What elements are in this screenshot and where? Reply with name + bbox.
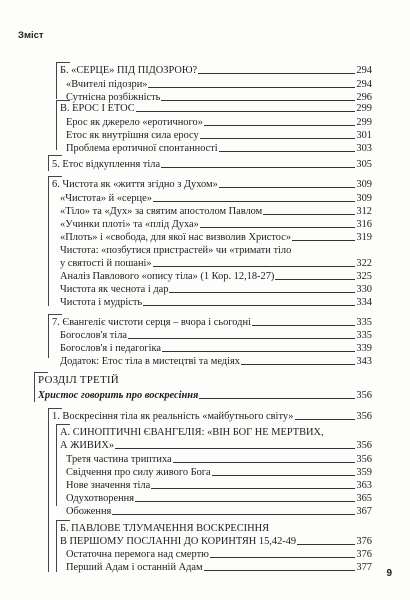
toc-entry-heading[interactable] — [52, 316, 372, 329]
toc-entry[interactable] — [60, 296, 372, 309]
toc-entry[interactable] — [66, 548, 372, 561]
entry-title: Перший Адам і останній Адам — [66, 562, 203, 573]
section-box-1a-top — [56, 424, 70, 425]
entry-title: Б. «СЕРЦЕ» ПІД ПІДОЗРОЮ? — [60, 65, 198, 76]
entry-title: Ерос як джерело «еротичного» — [66, 117, 203, 128]
section-box-5-top — [48, 155, 62, 156]
entry-page: 365 — [356, 493, 372, 504]
entry-page: 367 — [356, 506, 372, 517]
entry-title: В. ЕРОС І ЕТОС — [60, 103, 135, 114]
section-box-v — [56, 100, 57, 150]
toc-entry[interactable] — [60, 342, 372, 355]
entry-page: 376 — [356, 536, 372, 547]
entry-page: 319 — [356, 232, 372, 243]
entry-page: 330 — [356, 284, 372, 295]
toc-entry[interactable] — [66, 78, 372, 91]
entry-title: «Плоть» і «свобода, для якої нас визволив Христос» — [60, 232, 292, 243]
entry-page: 343 — [356, 356, 372, 367]
part-title: РОЗДІЛ ТРЕТІЙ — [38, 374, 119, 386]
entry-page: 335 — [356, 317, 372, 328]
section-box-1a — [56, 424, 57, 506]
entry-page: 356 — [356, 390, 372, 401]
entry-title: у святості й пошані» — [60, 258, 152, 269]
toc-entry-heading[interactable] — [52, 178, 372, 191]
entry-title: «Тіло» та «Дух» за святим апостолом Павлом — [60, 206, 263, 217]
section-box-part3 — [34, 372, 35, 402]
entry-title: Додаток: Етос тіла в мистецтві та медіях — [60, 356, 240, 367]
entry-title: Аналіз Павлового «опису тіла» (1 Кор. 12,18-27) — [60, 271, 275, 282]
section-box-part3-top — [34, 372, 48, 373]
section-box-b-top — [56, 62, 70, 63]
entry-page: 309 — [356, 179, 372, 190]
entry-title: Чистота як чеснота і дар — [60, 284, 169, 295]
page-number: 9 — [386, 568, 392, 579]
entry-page: 363 — [356, 480, 372, 491]
entry-page: 334 — [356, 297, 372, 308]
entry-page: 294 — [356, 65, 372, 76]
entry-page: 377 — [356, 562, 372, 573]
entry-title: Чистота і мудрість — [60, 297, 143, 308]
entry-page: 356 — [356, 440, 372, 451]
entry-page: 322 — [356, 258, 372, 269]
toc-entry[interactable] — [66, 116, 372, 129]
entry-title: А. СИНОПТИЧНІ ЄВАНГЕЛІЯ: «ВІН БОГ НЕ МЕРТВИХ, — [60, 427, 324, 438]
section-box-1-top — [48, 408, 62, 409]
entry-title: В ПЕРШОМУ ПОСЛАННІ ДО КОРИНТЯН 15,42-49 — [60, 536, 297, 547]
toc-entry[interactable] — [60, 192, 372, 205]
toc-entry[interactable] — [66, 453, 372, 466]
toc-entry-line1[interactable] — [60, 244, 372, 257]
entry-title: Чистота: «позбутися пристрастей» чи «тримати тіло — [60, 245, 292, 256]
toc-entry[interactable] — [60, 218, 372, 231]
entry-page: 359 — [356, 467, 372, 478]
entry-title: Проблема еротичної спонтанності — [66, 143, 218, 154]
running-header: Зміст — [18, 30, 44, 41]
section-box-1 — [48, 408, 49, 572]
entry-title: Богослов'я і педагогіка — [60, 343, 162, 354]
toc-entry-line1[interactable] — [60, 522, 372, 535]
toc-entry-heading[interactable] — [60, 102, 372, 115]
section-box-5 — [48, 155, 49, 171]
part-subtitle[interactable] — [38, 389, 372, 402]
entry-page: 376 — [356, 549, 372, 560]
toc-entry-heading[interactable] — [52, 410, 372, 423]
toc-entry[interactable] — [66, 466, 372, 479]
entry-page: 296 — [356, 92, 372, 103]
toc-entry-line1[interactable] — [60, 426, 372, 439]
toc-entry[interactable] — [60, 355, 372, 368]
section-box-b — [56, 62, 57, 99]
entry-page: 335 — [356, 330, 372, 341]
toc-entry[interactable] — [66, 479, 372, 492]
toc-entry[interactable] — [60, 270, 372, 283]
toc-entry-line2[interactable] — [60, 257, 372, 270]
entry-page: 339 — [356, 343, 372, 354]
entry-page: 325 — [356, 271, 372, 282]
entry-title: «Вчителі підозри» — [66, 79, 148, 90]
toc-entry[interactable] — [66, 129, 372, 142]
entry-title: Етос як внутрішня сила еросу — [66, 130, 199, 141]
entry-page: 316 — [356, 219, 372, 230]
entry-title: 7. Євангеліє чистоти серця – вчора і сьогодні — [52, 317, 251, 328]
section-box-6 — [48, 176, 49, 306]
entry-title: Обоження — [66, 506, 112, 517]
entry-page: 299 — [356, 103, 372, 114]
entry-title: Сутнісна розбіжність — [66, 92, 161, 103]
toc-entry[interactable] — [66, 142, 372, 155]
entry-page: 299 — [356, 117, 372, 128]
toc-entry[interactable] — [60, 231, 372, 244]
toc-entry-line2[interactable] — [60, 439, 372, 452]
entry-page: 356 — [356, 454, 372, 465]
toc-entry[interactable] — [60, 329, 372, 342]
entry-page: 303 — [356, 143, 372, 154]
entry-title: Нове значення тіла — [66, 480, 151, 491]
toc-entry[interactable] — [60, 205, 372, 218]
section-box-6-top — [48, 176, 62, 177]
entry-title: Богослов'я тіла — [60, 330, 127, 341]
entry-page: 305 — [356, 159, 372, 170]
section-box-7-top — [48, 314, 62, 315]
entry-page: 312 — [356, 206, 372, 217]
entry-title: «Чистота» й «серце» — [60, 193, 152, 204]
section-box-1b-top — [56, 520, 70, 521]
section-box-1b — [56, 520, 57, 572]
entry-page: 356 — [356, 411, 372, 422]
entry-title: Третя частина триптиха — [66, 454, 172, 465]
section-box-7 — [48, 314, 49, 358]
entry-title: Остаточна перемога над смертю — [66, 549, 209, 560]
toc-entry-line2[interactable] — [60, 535, 372, 548]
toc-entry[interactable] — [66, 505, 372, 518]
entry-title: «Учинки плоті» та «плід Духа» — [60, 219, 199, 230]
entry-title: А ЖИВИХ» — [60, 440, 115, 451]
entry-title: Христос говорить про воскресіння — [38, 390, 199, 401]
entry-title: Свідчення про силу живого Бога — [66, 467, 211, 478]
entry-title: Одухотворення — [66, 493, 134, 504]
toc-entry[interactable] — [60, 283, 372, 296]
entry-title: 5. Етос відкуплення тіла — [52, 159, 161, 170]
toc-entry[interactable] — [66, 492, 372, 505]
entry-page: 294 — [356, 79, 372, 90]
entry-page: 301 — [356, 130, 372, 141]
entry-page: 309 — [356, 193, 372, 204]
toc-entry-heading[interactable] — [60, 64, 372, 77]
toc-entry[interactable] — [66, 561, 372, 574]
toc-entry-heading[interactable] — [52, 158, 372, 171]
entry-title: Б. ПАВЛОВЕ ТЛУМАЧЕННЯ ВОСКРЕСІННЯ — [60, 523, 270, 534]
section-box-v-top — [56, 100, 70, 101]
entry-title: 6. Чистота як «життя згідно з Духом» — [52, 179, 218, 190]
entry-title: 1. Воскресіння тіла як реальність «майбутнього світу» — [52, 411, 294, 422]
